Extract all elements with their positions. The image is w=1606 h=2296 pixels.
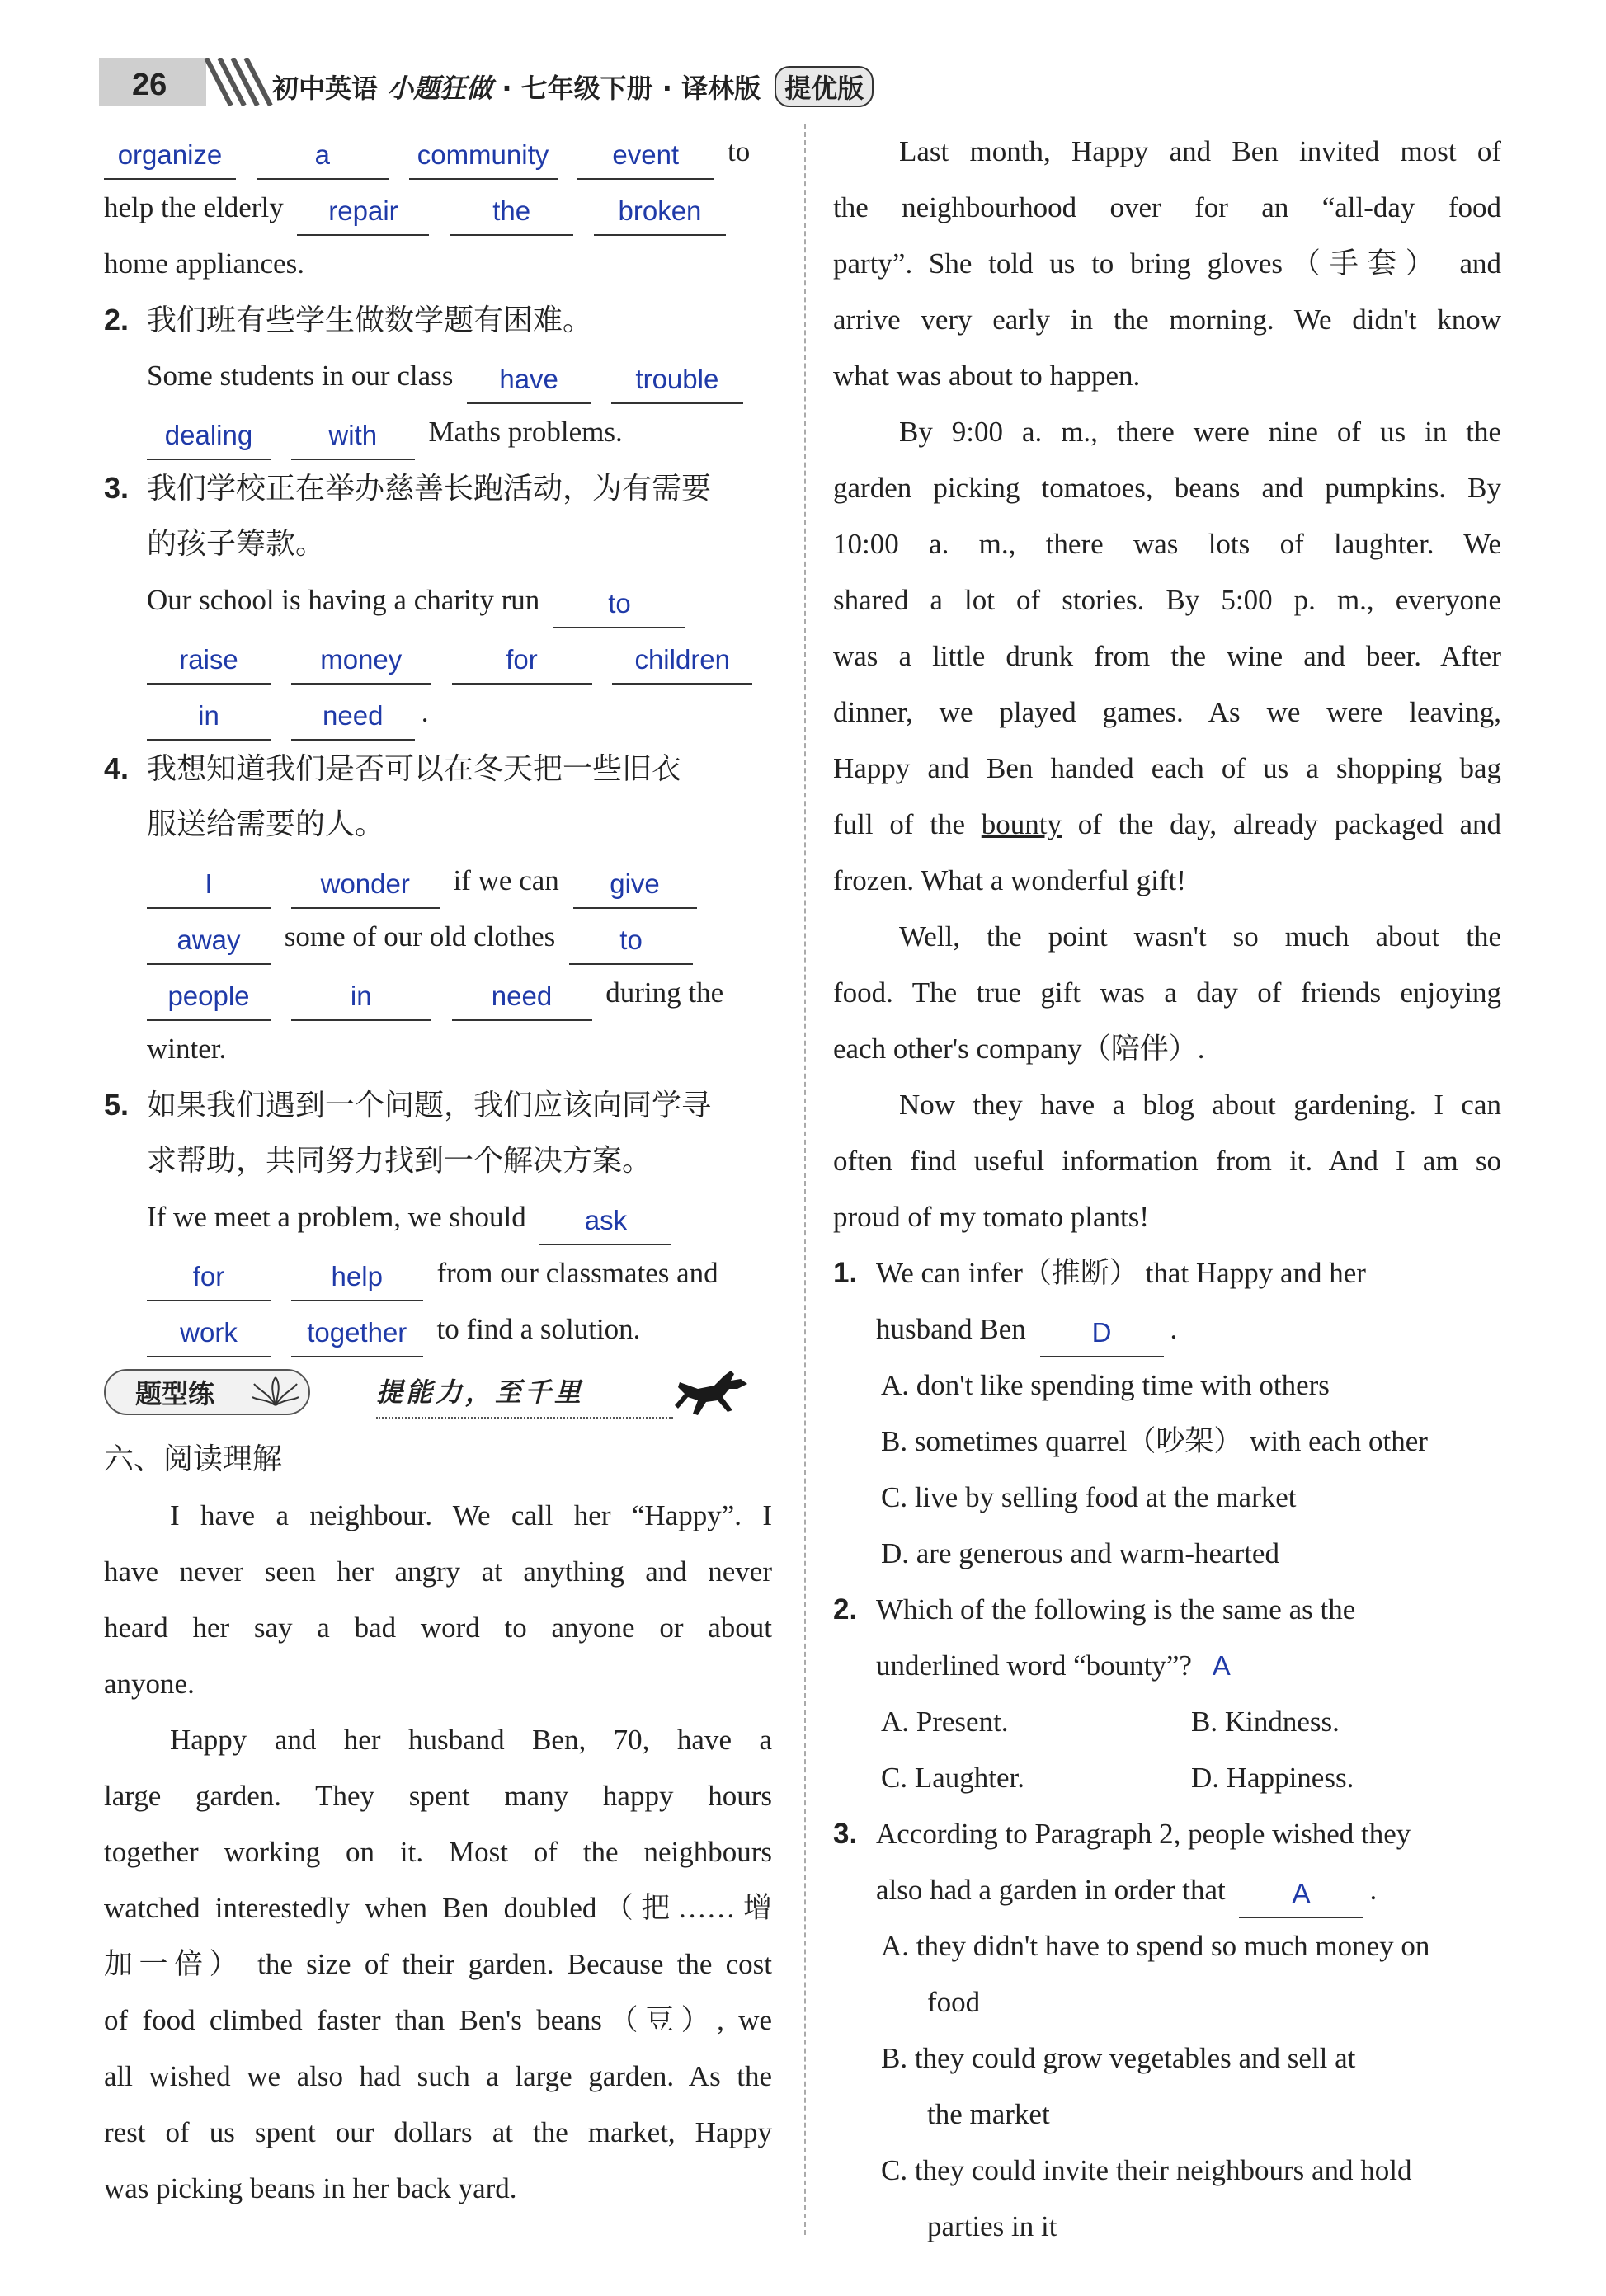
passage-line-bounty (833, 797, 1501, 853)
passage-line: often find useful information from it. And I am so (833, 1145, 1501, 1177)
q4-line-1 (104, 853, 772, 909)
rq3-line-1 (833, 1806, 1501, 1862)
text: to find a solution. (436, 1313, 641, 1345)
question-number: 1. (833, 1257, 858, 1289)
question-text: underlined word “bounty”? (876, 1649, 1192, 1682)
column-divider (804, 124, 806, 2235)
passage-line: heard her say a bad word to anyone or about (104, 1611, 772, 1644)
question-number: 2. (104, 303, 130, 336)
passage-line: large garden. They spent many happy hours (104, 1780, 772, 1812)
passage-line: together working on it. Most of the neighbours (104, 1836, 772, 1868)
q4-line-3 (104, 965, 772, 1021)
text: during the (605, 976, 724, 1009)
passage-line: of food climbed faster than Ben's beans（豆）, we (104, 2004, 772, 2036)
section-title: 六、阅读理解 (104, 1442, 283, 1476)
right-column (833, 124, 1501, 2255)
banner-label: 题型练 (104, 1369, 310, 1415)
answer-blank[interactable]: organize (104, 135, 236, 180)
q1-line-3: home appliances. (104, 247, 304, 280)
option-continued: parties in it (927, 2210, 1057, 2242)
passage-line: Last month, Happy and Ben invited most of (899, 135, 1501, 167)
rq2-line-2 (833, 1638, 1501, 1694)
q3-line-1 (104, 572, 772, 628)
question-text: Which of the following is the same as the (876, 1593, 1356, 1626)
option[interactable]: D. Happiness. (1191, 1762, 1354, 1794)
option[interactable]: A. Present. (881, 1706, 1009, 1738)
q5-chinese-2: 求帮助，共同努力找到一个解决方案。 (147, 1144, 652, 1178)
text: from our classmates and (436, 1257, 718, 1289)
answer-blank[interactable]: trouble (611, 360, 743, 404)
answer-blank[interactable]: give (573, 864, 697, 909)
passage-line: Happy and her husband Ben, 70, have a (170, 1724, 772, 1756)
option[interactable]: D. are generous and warm-hearted (881, 1537, 1279, 1569)
rq1-line-2: husband Ben D . (833, 1301, 1501, 1357)
answer-blank[interactable]: A (1239, 1874, 1363, 1918)
page-number-box (99, 58, 206, 106)
q4-chinese-1 (104, 741, 772, 797)
answer-blank[interactable]: repair (297, 191, 429, 236)
passage-line: anyone. (104, 1668, 195, 1700)
question-number: 3. (104, 471, 130, 505)
passage-line: what was about to happen. (833, 360, 1141, 392)
answer-blank[interactable]: work (147, 1313, 271, 1357)
edition-badge: 提优版 (775, 66, 874, 107)
passage-line: the neighbourhood over for an “all-day food (833, 191, 1501, 223)
rq1-line-1 (833, 1245, 1501, 1301)
underlined-word: bounty (981, 808, 1062, 840)
q4-chinese-2: 服送给需要的人。 (147, 807, 385, 841)
text: Maths problems. (428, 416, 623, 448)
answer-blank[interactable]: help (291, 1257, 423, 1301)
passage-line: I have a neighbour. We call her “Happy”. I (170, 1499, 772, 1531)
answer-blank[interactable]: need (452, 976, 592, 1021)
question-text: also had a garden in order that (876, 1874, 1226, 1906)
question-number: 4. (104, 751, 130, 785)
option[interactable]: C. Laughter. (881, 1762, 1024, 1794)
passage-line: By 9:00 a. m., there were nine of us in the (899, 416, 1501, 448)
option[interactable]: B. sometimes quarrel（吵架） with each other (881, 1425, 1428, 1457)
answer-blank[interactable]: in (147, 696, 271, 741)
rq2-line-1 (833, 1582, 1501, 1638)
text: . (421, 696, 429, 728)
left-column (104, 124, 772, 2217)
answer-blank[interactable]: children (612, 640, 752, 685)
passage-line: have never seen her angry at anything and never (104, 1555, 772, 1588)
answer-blank[interactable]: to (569, 920, 693, 965)
q3-line-2 (104, 628, 772, 685)
answer-mark[interactable]: A (1212, 1650, 1231, 1681)
options-row (833, 1750, 1501, 1806)
answer-blank[interactable]: need (291, 696, 415, 741)
answer-blank[interactable]: broken (594, 191, 726, 236)
answer-blank[interactable]: event (577, 135, 714, 180)
edition: 译林版 (681, 73, 761, 104)
text: to (728, 135, 751, 167)
passage-line: food. The true gift was a day of friends enjoying (833, 976, 1501, 1009)
q2-line-1 (104, 348, 772, 404)
chinese-prompt: 我们学校正在举办慈善长跑活动，为有需要 (147, 472, 712, 506)
rq3-line-2: also had a garden in order that A . (833, 1862, 1501, 1918)
banner-slogan: 提能力，至千里 (376, 1376, 585, 1408)
answer-blank[interactable]: for (452, 640, 592, 685)
question-number: 3. (833, 1818, 858, 1850)
q3-line-3 (104, 685, 772, 741)
chinese-prompt: 我想知道我们是否可以在冬天把一些旧衣 (147, 752, 682, 786)
passage-line: 加一倍） the size of their garden. Because the cost (104, 1948, 772, 1980)
text: If we meet a problem, we should (147, 1201, 526, 1233)
horse-icon (673, 1364, 756, 1422)
q1-line-2 (104, 180, 772, 236)
passage-line: proud of my tomato plants! (833, 1201, 1150, 1233)
answer-blank[interactable]: community (409, 135, 558, 180)
question-text: We can infer（推断） that Happy and her (876, 1257, 1366, 1289)
question-number: 5. (104, 1088, 130, 1122)
answer-blank[interactable]: a (257, 135, 389, 180)
question-number: 2. (833, 1593, 858, 1626)
option[interactable]: B. they could grow vegetables and sell at (881, 2042, 1356, 2074)
answer-blank[interactable]: for (147, 1257, 271, 1301)
passage-line: frozen. What a wonderful gift! (833, 864, 1186, 896)
chinese-prompt: 我们班有些学生做数学题有困难。 (147, 303, 593, 337)
answer-blank[interactable]: dealing (147, 416, 271, 460)
banner-rule (376, 1417, 673, 1419)
question-text: husband Ben (876, 1313, 1026, 1345)
book-title: 初中英语 小题狂做 · 七年级下册 · 译林版 提优版 (272, 66, 874, 107)
passage-line: Now they have a blog about gardening. I can (899, 1089, 1501, 1121)
q5-line-2 (104, 1245, 772, 1301)
passage-line: each other's company（陪伴）. (833, 1033, 1205, 1065)
passage-line: shared a lot of stories. By 5:00 p. m., everyone (833, 584, 1501, 616)
q4-line-4: winter. (147, 1033, 227, 1065)
grade: 七年级下册 (520, 73, 653, 104)
passage-line: party”. She told us to bring gloves（手套） and (833, 247, 1501, 280)
answer-blank[interactable]: to (553, 584, 685, 628)
passage-line: all wished we also had such a large garden. As the (104, 2060, 772, 2092)
answer-blank[interactable]: money (291, 640, 431, 685)
answer-blank[interactable]: D (1040, 1313, 1164, 1357)
section-banner (104, 1357, 772, 1432)
text: Some students in our class (147, 360, 454, 392)
option[interactable]: A. they didn't have to spend so much money on (881, 1930, 1430, 1962)
text: help the elderly (104, 191, 284, 223)
q3-chinese-1 (104, 460, 772, 516)
answer-blank[interactable]: away (147, 920, 271, 965)
passage-line: 10:00 a. m., there was lots of laughter. We (833, 528, 1501, 560)
option-continued: food (927, 1986, 981, 2018)
q5-line-1 (104, 1189, 772, 1245)
answer-blank[interactable]: wonder (291, 864, 440, 909)
answer-blank[interactable]: have (467, 360, 591, 404)
answer-blank[interactable]: with (291, 416, 415, 460)
answer-blank[interactable]: in (291, 976, 431, 1021)
q2-chinese (104, 292, 772, 348)
passage-line: Happy and Ben handed each of us a shopping bag (833, 752, 1501, 784)
passage-line: garden picking tomatoes, beans and pumpkins. By (833, 472, 1501, 504)
passage-line: rest of us spent our dollars at the market, Happy (104, 2116, 772, 2148)
subject: 初中英语 (272, 73, 379, 104)
question-text: According to Paragraph 2, people wished they (876, 1818, 1411, 1850)
answer-blank[interactable]: raise (147, 640, 271, 685)
q2-line-2 (104, 404, 772, 460)
option[interactable]: B. Kindness. (1191, 1706, 1340, 1738)
passage-line: arrive very early in the morning. We didn't know (833, 303, 1501, 336)
passage-line: Well, the point wasn't so much about the (899, 920, 1501, 953)
q4-line-2 (104, 909, 772, 965)
text: full of the (833, 808, 965, 840)
text: Our school is having a charity run (147, 584, 540, 616)
option[interactable]: C. live by selling food at the market (881, 1481, 1297, 1513)
answer-blank[interactable]: together (291, 1313, 423, 1357)
chinese-prompt: 如果我们遇到一个问题，我们应该向同学寻 (147, 1089, 712, 1122)
answer-blank[interactable]: the (450, 191, 573, 236)
brand-logo: 小题狂做 (387, 73, 493, 104)
q3-chinese-2: 的孩子筹款。 (147, 527, 326, 561)
text: some of our old clothes (284, 920, 556, 953)
option[interactable]: A. don't like spending time with others (881, 1369, 1330, 1401)
page-number: 26 (132, 68, 167, 102)
answer-blank[interactable]: ask (539, 1201, 671, 1245)
option[interactable]: C. they could invite their neighbours and hold (881, 2154, 1412, 2186)
page-header (99, 58, 924, 115)
passage-line: dinner, we played games. As we were leaving, (833, 696, 1501, 728)
flower-icon (251, 1376, 300, 1409)
option-continued: the market (927, 2098, 1050, 2130)
text: of the day, already packaged and (1077, 808, 1501, 840)
q5-chinese-1 (104, 1077, 772, 1133)
q1-line-1 (104, 124, 772, 180)
answer-blank[interactable]: I (147, 864, 271, 909)
passage-line: watched interestedly when Ben doubled（把……增 (104, 1892, 772, 1924)
answer-blank[interactable]: people (147, 976, 271, 1021)
passage-line: was a little drunk from the wine and beer. After (833, 640, 1501, 672)
passage-line: was picking beans in her back yard. (104, 2172, 517, 2204)
options-row (833, 1694, 1501, 1750)
q5-line-3 (104, 1301, 772, 1357)
text: if we can (453, 864, 559, 896)
